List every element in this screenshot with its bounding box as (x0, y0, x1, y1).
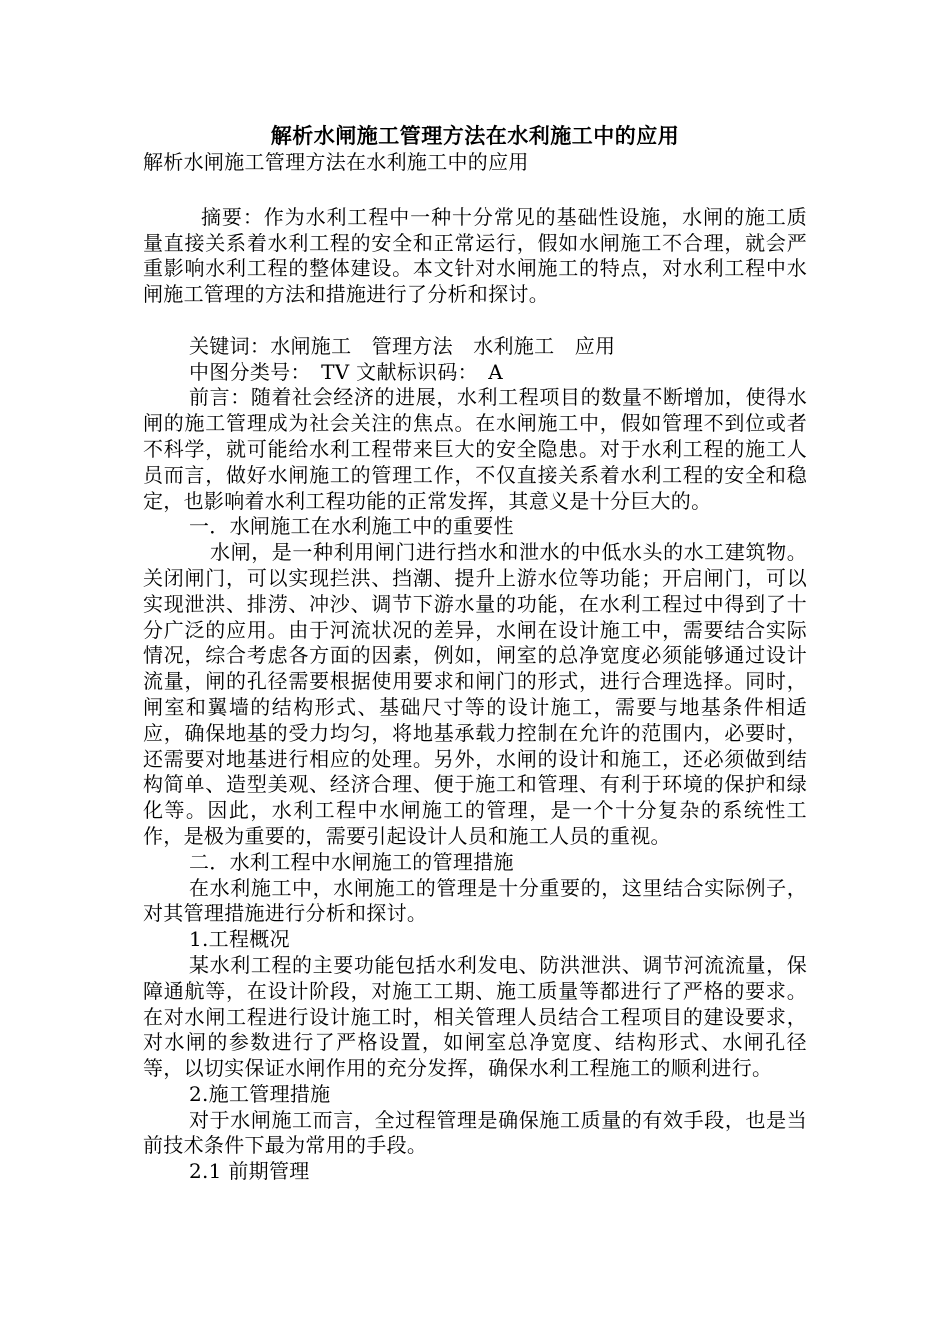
blank-line (143, 176, 807, 205)
subsection-2-heading: 2.施工管理措施 (189, 1081, 331, 1106)
subsection-1-heading: 1.工程概况 (189, 927, 290, 952)
classification-line: 中图分类号： TV 文献标识码： A (189, 359, 503, 384)
abstract-paragraph: 摘要：作为水利工程中一种十分常见的基础性设施，水闸的施工质量直接关系着水利工程的安全和正常运行，假如水闸施工不合理，就会严重影响水利工程的整体建设。本文针对水闸施工的特点，对水利工程中水闸施工管理的方法和措施进行了分析和探讨。 (143, 204, 807, 307)
keywords-line: 关键词：水闸施工 管理方法 水利施工 应用 (189, 333, 616, 358)
subsection-2-1-heading: 2.1 前期管理 (189, 1159, 310, 1184)
document-subtitle: 解析水闸施工管理方法在水利施工中的应用 (143, 150, 529, 174)
subsection-1-paragraph: 某水利工程的主要功能包括水利发电、防洪泄洪、调节河流流量，保障通航等，在设计阶段，对施工工期、施工质量等都进行了严格的要求。在对水闸工程进行设计施工时，相关管理人员结合工程项目的建设要求，对水闸的参数进行了严格设置，如闸室总净宽度、结构形式、水闸孔径等，以切实保证水闸作用的充分发挥，确保水利工程施工的顺利进行。 (143, 952, 807, 1081)
section-2-paragraph: 在水利施工中，水闸施工的管理是十分重要的，这里结合实际例子，对其管理措施进行分析和探讨。 (143, 875, 807, 926)
preface-paragraph: 前言：随着社会经济的进展，水利工程项目的数量不断增加，使得水闸的施工管理成为社会关注的焦点。在水闸施工中，假如管理不到位或者不科学，就可能给水利工程带来巨大的安全隐患。对于水利工程的施工人员而言，做好水闸施工的管理工作，不仅直接关系着水利工程的安全和稳定，也影响着水利工程功能的正常发挥，其意义是十分巨大的。 (143, 385, 807, 513)
section-2-heading: 二．水利工程中水闸施工的管理措施 (189, 849, 514, 874)
blank-line (143, 308, 807, 334)
section-1-paragraph: 水闸，是一种利用闸门进行挡水和泄水的中低水头的水工建筑物。关闭闸门，可以实现拦洪、挡潮、提升上游水位等功能；开启闸门，可以实现泄洪、排涝、冲沙、调节下游水量的功能，在水利工程过中得到了十分广泛的应用。由于河流状况的差异，水闸在设计施工中，需要结合实际情况，综合考虑各方面的因素，例如，闸室的总净宽度必须能够通过设计流量，闸的孔径需要根据使用要求和闸门的形式，进行合理选择。同时，闸室和翼墙的结构形式、基础尺寸等的设计施工，需要与地基条件相适应，确保地基的受力均匀，将地基承载力控制在允许的范围内，必要时，还需要对地基进行相应的处理。另外，水闸的设计和施工，还必须做到结构简单、造型美观、经济合理、便于施工和管理、有利于环境的保护和绿化等。因此，水利工程中水闸施工的管理，是一个十分复杂的系统性工作，是极为重要的，需要引起设计人员和施工人员的重视。 (143, 540, 807, 848)
document-title: 解析水闸施工管理方法在水利施工中的应用 (270, 124, 680, 148)
subsection-2-paragraph: 对于水闸施工而言，全过程管理是确保施工质量的有效手段，也是当前技术条件下最为常用的手段。 (143, 1107, 807, 1158)
section-1-heading: 一．水闸施工在水利施工中的重要性 (189, 514, 514, 539)
document-body (143, 150, 807, 1185)
